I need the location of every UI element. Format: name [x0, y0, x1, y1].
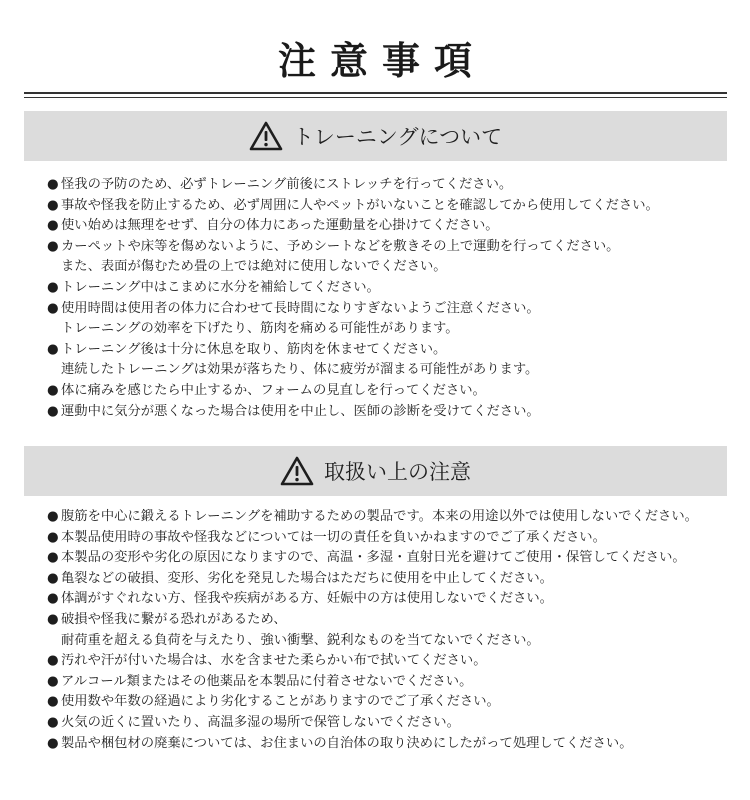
item-text-continued: 連続したトレーニングは効果が落ちたり、体に疲労が溜まる可能性があります。	[61, 362, 539, 378]
item-text: 体調がすぐれない方、怪我や疾病がある方、妊娠中の方は使用しないでください。	[61, 591, 553, 607]
item-text-continued: また、表面が傷むため畳の上では絶対に使用しないでください。	[61, 259, 447, 275]
list-item	[47, 528, 698, 549]
item-text: 怪我の予防のため、必ずトレーニング前後にストレッチを行ってください。	[61, 177, 513, 192]
bullet-icon: ●	[47, 300, 59, 316]
title-divider-top	[24, 92, 727, 94]
list-item	[47, 692, 698, 713]
item-text: 汚れや汗が付いた場合は、水を含ませた柔らかい布で拭いてください。	[61, 653, 487, 669]
bullet-icon: ●	[47, 735, 59, 751]
list-item	[47, 381, 659, 402]
bullet-icon: ●	[47, 673, 59, 689]
bullet-icon: ●	[47, 653, 59, 669]
bullet-icon: ●	[47, 529, 59, 545]
bullet-icon: ●	[47, 177, 59, 192]
list-item	[47, 216, 659, 237]
item-text: アルコール類またはその他薬品を本製品に付着させないでください。	[61, 673, 473, 689]
item-text: 本製品使用時の事故や怪我などについては一切の責任を負いかねますのでご了承ください。	[61, 529, 606, 545]
item-text: 亀裂などの破損、変形、劣化を発見した場合はただちに使用を中止してください。	[61, 570, 553, 586]
bullet-icon: ●	[47, 570, 59, 586]
bullet-icon: ●	[47, 509, 59, 524]
item-text-continued: トレーニングの効率を下げたり、筋肉を痛める可能性があります。	[61, 321, 459, 337]
bullet-icon: ●	[47, 279, 59, 295]
bullet-icon: ●	[47, 611, 59, 627]
list-item	[47, 507, 698, 528]
list-item	[47, 299, 659, 340]
item-text: トレーニング中はこまめに水分を補給してください。	[61, 279, 380, 295]
page-title: 注意事項	[277, 39, 486, 83]
title-divider-bottom	[24, 97, 727, 98]
item-text: カーペットや床等を傷めないように、予めシートなどを敷きその上で運動を行ってください。	[61, 238, 620, 254]
section-header-training	[24, 111, 727, 161]
list-item	[47, 672, 698, 693]
list-item	[47, 713, 698, 734]
list-item	[47, 340, 659, 381]
list-item	[47, 589, 698, 610]
bullet-icon: ●	[47, 341, 59, 357]
list-item	[47, 402, 659, 423]
item-text: 火気の近くに置いたり、高温多湿の場所で保管しないでください。	[61, 714, 460, 730]
list-item	[47, 237, 659, 278]
section-header-handling	[24, 446, 727, 496]
item-text: 使用時間は使用者の体力に合わせて長時間になりすぎないようご注意ください。	[61, 300, 540, 316]
list-item	[47, 175, 659, 196]
item-text-continued: 耐荷重を超える負荷を与えたり、強い衝撃、鋭利なものを当てないでください。	[61, 632, 540, 648]
list-item	[47, 569, 698, 590]
warning-icon	[249, 121, 283, 151]
bullet-icon: ●	[47, 238, 59, 254]
section-title: トレーニングについて	[292, 125, 503, 149]
item-text: 製品や梱包材の廃棄については、お住まいの自治体の取り決めにしたがって処理してください。	[61, 735, 633, 751]
list-item	[47, 548, 698, 569]
handling-notes-list	[47, 507, 698, 754]
item-text: 運動中に気分が悪くなった場合は使用を中止し、医師の診断を受けてください。	[61, 403, 540, 419]
item-text: 腹筋を中心に鍛えるトレーニングを補助するための製品です。本来の用途以外では使用しないでください。	[61, 509, 698, 524]
list-item	[47, 610, 698, 651]
list-item	[47, 278, 659, 299]
bullet-icon: ●	[47, 550, 59, 566]
bullet-icon: ●	[47, 197, 59, 213]
bullet-icon: ●	[47, 382, 59, 398]
item-text: 破損や怪我に繋がる恐れがあるため、	[61, 611, 287, 627]
item-text: 使い始めは無理をせず、自分の体力にあった運動量を心掛けてください。	[61, 218, 499, 234]
item-text: 体に痛みを感じたら中止するか、フォームの見直しを行ってください。	[61, 382, 486, 398]
list-item	[47, 651, 698, 672]
bullet-icon: ●	[47, 694, 59, 710]
bullet-icon: ●	[47, 403, 59, 419]
list-item	[47, 734, 698, 755]
item-text: 事故や怪我を防止するため、必ず周囲に人やペットがいないことを確認してから使用してください。	[61, 197, 659, 213]
item-text: 使用数や年数の経過により劣化することがありますのでご了承ください。	[61, 694, 500, 710]
bullet-icon: ●	[47, 218, 59, 234]
section-title: 取扱い上の注意	[324, 460, 471, 484]
bullet-icon: ●	[47, 591, 59, 607]
warning-icon	[280, 456, 314, 486]
item-text: トレーニング後は十分に休息を取り、筋肉を休ませてください。	[61, 341, 447, 357]
list-item	[47, 196, 659, 217]
item-text: 本製品の変形や劣化の原因になりますので、高温・多湿・直射日光を避けてご使用・保管してください。	[61, 550, 686, 566]
training-notes-list	[47, 175, 659, 422]
bullet-icon: ●	[47, 714, 59, 730]
